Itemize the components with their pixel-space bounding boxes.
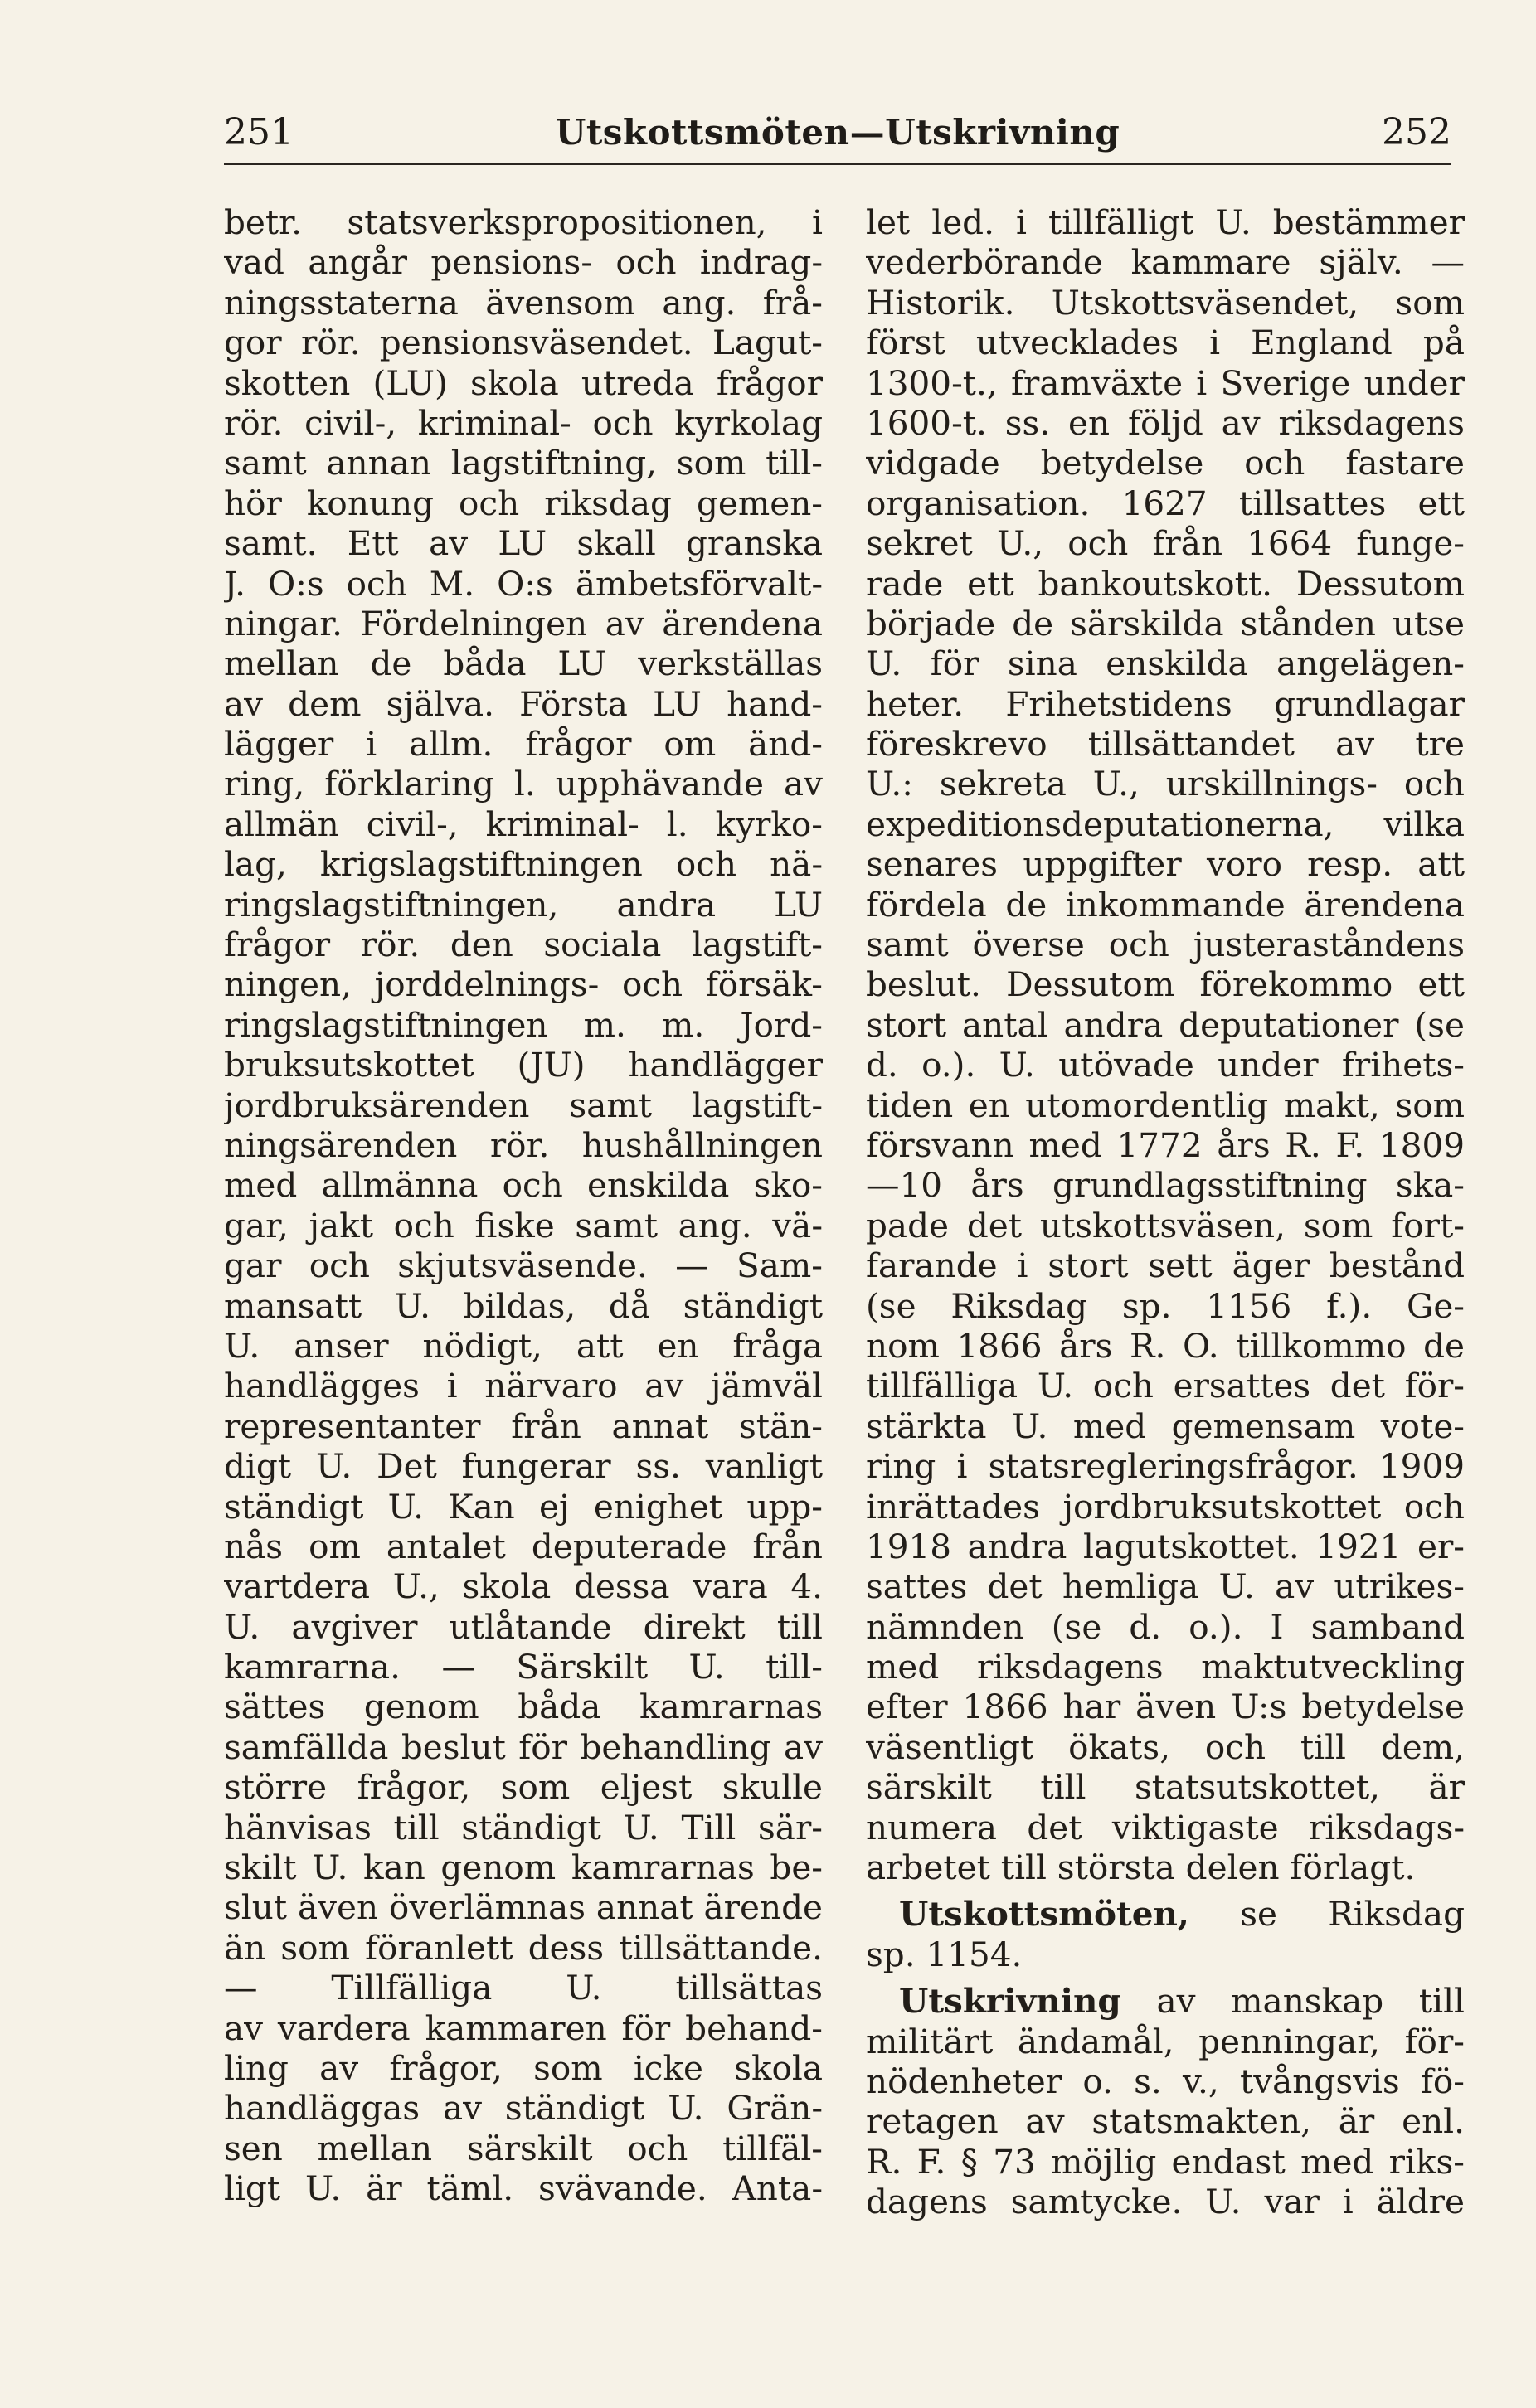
text-line: R. F. § 73 möjlig endast med riks- — [866, 2141, 1465, 2182]
text-line: J. O:s och M. O:s ämbetsförvalt- — [224, 563, 823, 604]
text-line: militärt ändamål, penningar, för- — [866, 2021, 1465, 2061]
text-line: större frågor, som eljest skulle — [224, 1767, 823, 1808]
text-line: arbetet till största delen förlagt. — [866, 1847, 1416, 1888]
text-line: sp. 1154. — [866, 1934, 1023, 1974]
text-line: fördela de inkommande ärendena — [866, 884, 1465, 925]
text-line: ringslagstiftningen, andra LU — [224, 884, 823, 925]
text-line: sen mellan särskilt och tillfäl- — [224, 2128, 823, 2168]
text-line: expeditionsdeputationerna, vilka — [866, 803, 1465, 844]
text-line: numera det viktigaste riksdags- — [866, 1807, 1465, 1847]
text-line: 1600-t. ss. en följd av riksdagens — [866, 402, 1465, 443]
text-line: hör konung och riksdag gemen- — [224, 483, 823, 523]
entry-first-line — [866, 1981, 1465, 2021]
text-line: skotten (LU) skola utreda frågor — [224, 362, 823, 403]
text-line: ringslagstiftningen m. m. Jord- — [224, 1004, 823, 1045]
text-line: digt U. Det fungerar ss. vanligt — [224, 1446, 823, 1487]
text-line: lägger i allm. frågor om änd- — [224, 724, 823, 765]
text-line: ligt U. är täml. svävande. Anta- — [224, 2168, 823, 2209]
page-number-left: 251 — [224, 111, 294, 153]
text-line: samt överse och justeraståndens — [866, 925, 1465, 965]
text-line: gar, jakt och fiske samt ang. vä- — [224, 1205, 823, 1245]
text-line: föreskrevo tillsättandet av tre — [866, 724, 1465, 765]
text-line: efter 1866 har även U:s betydelse — [866, 1687, 1465, 1727]
page-number-right: 252 — [1382, 111, 1451, 153]
left-column — [224, 202, 823, 2209]
text-line: skilt U. kan genom kamrarnas be- — [224, 1847, 823, 1888]
entry-text: se Riksdag — [1240, 1894, 1465, 1935]
text-line: organisation. 1627 tillsattes ett — [866, 483, 1465, 523]
text-line: ningar. Fördelningen av ärendena — [224, 603, 823, 643]
text-line: senares uppgifter voro resp. att — [866, 844, 1465, 885]
text-line: hänvisas till ständigt U. Till sär- — [224, 1807, 823, 1847]
text-line: pade det utskottsväsen, som fort- — [866, 1205, 1465, 1245]
text-line: ring i statsregleringsfrågor. 1909 — [866, 1446, 1465, 1487]
text-line: U. för sina enskilda angelägen- — [866, 643, 1465, 684]
text-line: vederbörande kammare själv. — — [866, 242, 1465, 283]
text-line: särskilt till statsutskottet, är — [866, 1767, 1465, 1808]
text-line: av vardera kammaren för behand- — [224, 2007, 823, 2048]
text-line: retagen av statsmakten, är enl. — [866, 2101, 1465, 2142]
text-line: slut även överlämnas annat ärende — [224, 1887, 823, 1928]
text-line: 1300-t., framväxte i Sverige under — [866, 362, 1465, 403]
text-line: U. anser nödigt, att en fråga — [224, 1325, 823, 1366]
text-line: med riksdagens maktutveckling — [866, 1647, 1465, 1687]
text-line: representanter från annat stän- — [224, 1405, 823, 1446]
text-line: handläggas av ständigt U. Grän- — [224, 2088, 823, 2129]
text-line: av dem själva. Första LU hand- — [224, 683, 823, 724]
text-line: 1918 andra lagutskottet. 1921 er- — [866, 1526, 1465, 1566]
text-line: lag, krigslagstiftningen och nä- — [224, 844, 823, 885]
text-line: samt. Ett av LU skall granska — [224, 523, 823, 564]
page-header — [224, 109, 1451, 156]
text-line: sättes genom båda kamrarnas — [224, 1687, 823, 1727]
text-line: började de särskilda stånden utse — [866, 603, 1465, 643]
text-line: d. o.). U. utövade under frihets- — [866, 1045, 1465, 1085]
running-title: Utskottsmöten—Utskrivning — [555, 112, 1120, 153]
text-line: beslut. Dessutom förekommo ett — [866, 964, 1465, 1005]
text-line: bruksutskottet (JU) handlägger — [224, 1045, 823, 1085]
text-line: nämnden (se d. o.). I samband — [866, 1606, 1465, 1647]
text-line: med allmänna och enskilda sko- — [224, 1165, 823, 1206]
text-line: mansatt U. bildas, då ständigt — [224, 1285, 823, 1326]
text-line: dagens samtycke. U. var i äldre — [866, 2182, 1465, 2222]
text-line: samt annan lagstiftning, som till- — [224, 443, 823, 483]
text-line: inrättades jordbruksutskottet och — [866, 1486, 1465, 1527]
text-line: U.: sekreta U., urskillnings- och — [866, 764, 1465, 804]
entry-headword: Utskrivning — [899, 1981, 1121, 2022]
text-line: ningen, jorddelnings- och försäk- — [224, 964, 823, 1005]
text-line: mellan de båda LU verkställas — [224, 643, 823, 684]
text-line: nödenheter o. s. v., tvångsvis fö- — [866, 2061, 1465, 2101]
text-line: ständigt U. Kan ej enighet upp- — [224, 1486, 823, 1527]
text-line: farande i stort sett äger bestånd — [866, 1245, 1465, 1286]
entry-headword: Utskottsmöten, — [899, 1894, 1190, 1935]
text-line: — Tillfälliga U. tillsättas — [224, 1968, 823, 2008]
text-line: U. avgiver utlåtande direkt till — [224, 1606, 823, 1647]
text-line: stärkta U. med gemensam vote- — [866, 1405, 1465, 1446]
text-line: gor rör. pensionsväsendet. Lagut- — [224, 323, 823, 363]
text-line: än som föranlett dess tillsättande. — [224, 1927, 823, 1968]
entry-text: av manskap till — [1156, 1981, 1465, 2022]
text-line: sattes det hemliga U. av utrikes- — [866, 1566, 1465, 1607]
text-line: gar och skjutsväsende. — Sam- — [224, 1245, 823, 1286]
text-line: handlägges i närvaro av jämväl — [224, 1366, 823, 1406]
entry-first-line — [866, 1894, 1465, 1934]
text-line: samfällda beslut för behandling av — [224, 1726, 823, 1767]
text-line: väsentligt ökats, och till dem, — [866, 1726, 1465, 1767]
header-rule — [224, 163, 1451, 165]
text-line: sekret U., och från 1664 funge- — [866, 523, 1465, 564]
text-line: jordbruksärenden samt lagstift- — [224, 1085, 823, 1125]
text-line: rade ett bankoutskott. Dessutom — [866, 563, 1465, 604]
text-line: heter. Frihetstidens grundlagar — [866, 683, 1465, 724]
text-line: tiden en utomordentlig makt, som — [866, 1085, 1465, 1125]
right-column — [866, 202, 1465, 2222]
text-line: Historik. Utskottsväsendet, som — [866, 282, 1465, 323]
text-line: kamrarna. — Särskilt U. till- — [224, 1647, 823, 1687]
text-line: betr. statsverkspropositionen, i — [224, 202, 823, 242]
text-line: vad angår pensions- och indrag- — [224, 242, 823, 283]
text-line: (se Riksdag sp. 1156 f.). Ge- — [866, 1285, 1465, 1326]
text-line: vartdera U., skola dessa vara 4. — [224, 1566, 823, 1607]
text-line: ring, förklaring l. upphävande av — [224, 764, 823, 804]
text-line: stort antal andra deputationer (se — [866, 1004, 1465, 1045]
text-line: först utvecklades i England på — [866, 323, 1465, 363]
text-line: vidgade betydelse och fastare — [866, 443, 1465, 483]
text-line: let led. i tillfälligt U. bestämmer — [866, 202, 1465, 242]
text-line: ningsstaterna ävensom ang. frå- — [224, 282, 823, 323]
text-line: ling av frågor, som icke skola — [224, 2047, 823, 2088]
text-line: allmän civil-, kriminal- l. kyrko- — [224, 803, 823, 844]
text-line: —10 års grundlagsstiftning ska- — [866, 1165, 1465, 1206]
text-line: frågor rör. den sociala lagstift- — [224, 925, 823, 965]
text-line: rör. civil-, kriminal- och kyrkolag — [224, 402, 823, 443]
text-line: nås om antalet deputerade från — [224, 1526, 823, 1566]
text-line: nom 1866 års R. O. tillkommo de — [866, 1325, 1465, 1366]
text-line: försvann med 1772 års R. F. 1809 — [866, 1124, 1465, 1165]
text-line: tillfälliga U. och ersattes det för- — [866, 1366, 1465, 1406]
text-line: ningsärenden rör. hushållningen — [224, 1124, 823, 1165]
